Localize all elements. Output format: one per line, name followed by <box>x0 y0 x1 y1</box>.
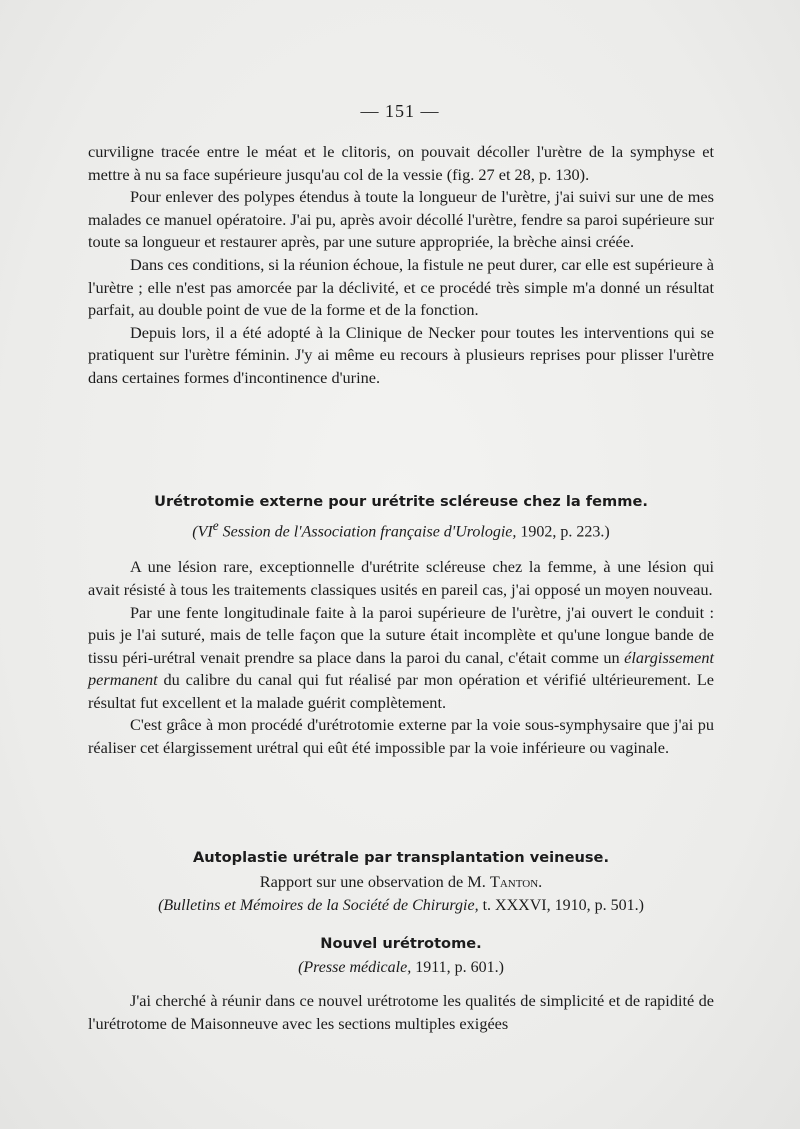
author-name: Tanton <box>489 872 539 891</box>
section-autoplastie <box>88 846 714 918</box>
section-title: Autoplastie urétrale par transplantation veineuse. <box>193 849 609 866</box>
emphasis: élargissement permanent <box>88 647 714 690</box>
paragraph: Depuis lors, il a été adopté à la Clinique de Necker pour toutes les interventions qui se pratiquent sur l'urètre féminin. J'y ai même eu recours à plusieurs reprises pour plisser l'urètre dans certaines formes d'incontinence d'urine. <box>88 322 714 387</box>
paragraph: Pour enlever des polypes étendus à toute la longueur de l'urètre, j'ai suivi sur une de mes malades ce manuel opératoire. J'ai pu, après avoir décollé l'urètre, fendre sa paroi supérieure sur toute sa longueur et restaurer après, par une suture appropriée, la brèche ainsi créée. <box>88 187 714 252</box>
section-uretrotomie <box>88 490 714 760</box>
paragraph: Par une fente longitudinale faite à la paroi supérieure de l'urètre, j'ai ouvert le conduit : puis je l'ai suturé, mais de telle façon que la suture était incomplète et qu'une longue bande de tissu péri-urétral venait prendre sa place dans la paroi du canal, c'était comme un élargissement permanent du calibre du canal qui fut réalisé par mon opération et vérifié ultérieurement. Le résultat fut excellent et la malade guérit complètement. <box>88 602 714 712</box>
paragraph: C'est grâce à mon procédé d'urétrotomie externe par la voie sous-symphysaire que j'ai pu réaliser cet élargissement urétral qui eût été impossible par la voie inférieure ou vaginale. <box>88 715 714 758</box>
section-reference: (Bulletins et Mémoires de la Société de Chirurgie, t. XXXVI, 1910, p. 501.) <box>158 897 644 914</box>
paragraph: A une lésion rare, exceptionnelle d'urétrite scléreuse chez la femme, à une lésion qui avait résisté à tous les traitements classiques usités en pareil cas, j'ai opposé un moyen nouveau. <box>88 557 714 599</box>
section-reference: (Presse médicale, 1911, p. 601.) <box>298 959 504 976</box>
intro-text <box>88 141 714 390</box>
report-line: Rapport sur une observation de M. Tanton. <box>259 872 543 891</box>
section-title: Nouvel urétrotome. <box>320 935 482 952</box>
page-number: — 151 — <box>360 101 440 121</box>
section-urethrotome <box>88 932 714 1035</box>
section-title: Urétrotomie externe pour urétrite scléreuse chez la femme. <box>154 493 648 510</box>
paragraph: curviligne tracée entre le méat et le clitoris, on pouvait décoller l'urètre de la symphyse et mettre à nu sa face supérieure jusqu'au col de la vessie (fig. 27 et 28, p. 130). <box>88 142 714 184</box>
paragraph: J'ai cherché à réunir dans ce nouvel urétrotome les qualités de simplicité et de rapidité de l'urétrotome de Maisonneuve avec les sections multiples exigées <box>88 991 714 1033</box>
section-reference: (VIe Session de l'Association française d'Urologie, 1902, p. 223.) <box>192 518 610 541</box>
paragraph: Dans ces conditions, si la réunion échoue, la fistule ne peut durer, car elle est supérieure à l'urètre ; elle n'est pas amorcée par la déclivité, et ce procédé très simple m'a donné un résultat parfait, au double point de vue de la forme et de la fonction. <box>88 254 714 320</box>
